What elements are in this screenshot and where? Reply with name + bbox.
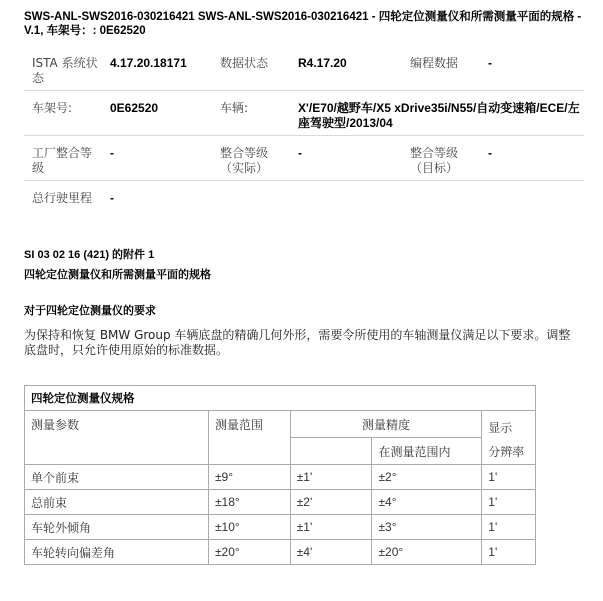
resolution-cell: 1' — [482, 540, 536, 565]
table-row — [25, 540, 536, 565]
mileage-label: 总行驶里程 — [32, 191, 93, 205]
mileage-value: - — [110, 191, 114, 205]
precision-cell: ±1' — [290, 515, 372, 540]
target-integration-value: - — [480, 136, 584, 181]
param-cell: 车轮外倾角 — [25, 515, 209, 540]
resolution-header-line2: 分辨率 — [488, 445, 525, 459]
spec-header-row — [25, 411, 536, 438]
precision-blank-header — [290, 438, 372, 465]
info-row-system — [24, 56, 584, 91]
si-number-heading: SI 03 02 16 (421) 的附件 1 — [24, 249, 155, 261]
alignment-spec-table — [24, 385, 536, 565]
vin-label: 车架号: — [24, 91, 102, 136]
precision-cell: ±4' — [290, 540, 372, 565]
actual-integration-label: 整合等级（实际） — [212, 136, 290, 181]
in-range-cell: ±3° — [372, 515, 482, 540]
range-header: 测量范围 — [208, 411, 290, 465]
ista-status-label: ISTA 系统状态 — [24, 56, 102, 91]
resolution-header — [482, 411, 536, 465]
vehicle-label: 车辆: — [212, 91, 290, 136]
table-row — [25, 490, 536, 515]
range-cell: ±9° — [208, 465, 290, 490]
table-row — [25, 465, 536, 490]
vin-value: 0E62520 — [102, 91, 212, 136]
in-range-cell: ±2° — [372, 465, 482, 490]
range-cell: ±20° — [208, 540, 290, 565]
factory-integration-value: - — [102, 136, 212, 181]
document-title: SWS-ANL-SWS2016-030216421 SWS-ANL-SWS2016-030216421 - 四轮定位测量仪和所需测量平面的规格 - V.1, 车架号：: 0E62520 — [24, 11, 582, 37]
requirements-text: 为保持和恢复 BMW Group 车辆底盘的精确几何外形，需要令所使用的车轴测量仪满足以下要求。调整底盘时，只允许使用原始的标准数据。 — [24, 328, 571, 357]
spec-table-title: 四轮定位测量仪规格 — [25, 386, 536, 411]
range-cell: ±18° — [208, 490, 290, 515]
info-row-integration — [24, 136, 584, 181]
resolution-cell: 1' — [482, 465, 536, 490]
requirements-heading: 对于四轮定位测量仪的要求 — [24, 305, 156, 317]
spec-title-row — [25, 386, 536, 411]
factory-integration-label: 工厂整合等级 — [24, 136, 102, 181]
table-row — [25, 515, 536, 540]
precision-cell: ±1' — [290, 465, 372, 490]
precision-cell: ±2' — [290, 490, 372, 515]
info-row-mileage — [24, 181, 584, 226]
ista-status-value: 4.17.20.18171 — [102, 56, 212, 91]
resolution-cell: 1' — [482, 515, 536, 540]
data-state-value: R4.17.20 — [290, 56, 402, 91]
info-row-vehicle — [24, 91, 584, 136]
programming-data-value: - — [480, 56, 584, 91]
precision-header: 测量精度 — [290, 411, 482, 438]
actual-integration-value: - — [290, 136, 402, 181]
data-state-label: 数据状态 — [212, 56, 290, 91]
in-range-header: 在测量范围内 — [372, 438, 482, 465]
vehicle-value: X'/E70/越野车/X5 xDrive35i/N55/自动变速箱/ECE/左座驾驶型/2013/04 — [290, 91, 584, 136]
range-cell: ±10° — [208, 515, 290, 540]
param-cell: 车轮转向偏差角 — [25, 540, 209, 565]
resolution-header-line1: 显示 — [488, 421, 513, 435]
programming-data-label: 编程数据 — [402, 56, 480, 91]
in-range-cell: ±20° — [372, 540, 482, 565]
target-integration-label: 整合等级（目标） — [402, 136, 480, 181]
param-header: 测量参数 — [25, 411, 209, 465]
param-cell: 总前束 — [25, 490, 209, 515]
resolution-cell: 1' — [482, 490, 536, 515]
in-range-cell: ±4° — [372, 490, 482, 515]
si-subtitle: 四轮定位测量仪和所需测量平面的规格 — [24, 269, 211, 281]
vehicle-info-table — [24, 56, 584, 225]
param-cell: 单个前束 — [25, 465, 209, 490]
